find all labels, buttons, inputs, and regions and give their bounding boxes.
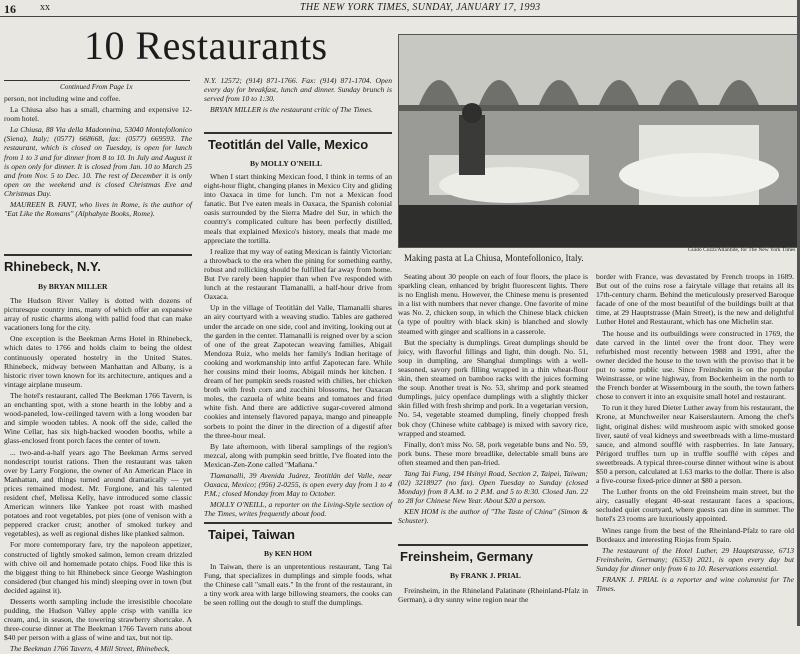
restaurant-info: N.Y. 12572; (914) 871-1766. Fax: (914) 871-1704. Open every day for breakfast, lunch and dinner. Sunday brunch is served from 10 to 1:30. [204, 76, 392, 104]
freinsheim-byline: By FRANK J. PRIAL [450, 571, 521, 580]
author-note: FRANK J. PRIAL is a reporter and wine columnist for The Times. [596, 575, 794, 594]
paragraph: The Luther fronts on the old Freinsheim main street, but the airy, casually elegant 40-seat restaurant faces a spacious, secluded quiet courtyard, where guests can dine in summer. The hotel's 23 rooms are luxuriously appointed. [596, 487, 794, 524]
paragraph: ... two-and-a-half years ago The Beekman Arms served nondescript tourist rations. Then the restaurant was taken over by Larry Forgione, the owner of An American Place in Manhattan, and things turned around dramatically — yet prices remained modest. Mr. Forgione, and his talented resident chef, Melissa Kelly, have introduced some classic American winners like Yankee pot roast with mashed potatoes and root vegetables, pot pies (one of venison with a peppered cracker crust; another of smoked turkey and vegetables), as well as regional dishes like planked salmon. [4, 447, 192, 539]
paragraph: Finally, don't miss No. 58, pork vegetable buns and No. 59, pork buns. These more breadlike, delectable small buns are often steamed and then pan-fried. [398, 439, 588, 467]
paragraph: I realize that my way of eating Mexican is faintly Victorian: a throwback to the era when the pining for something earthy, robust and rollicking should be fulfilled far away from home. But I've rarely been happier than when I've responded with lunch at the restaurant Tlamanalli, a half-hour drive from Oaxaca. [204, 246, 393, 302]
rhinebeck-continuation [204, 76, 392, 124]
section-rule [4, 254, 192, 256]
paragraph: border with France, was devastated by French troops in 1689. But out of the ruins rose a fairytale village that retains all its 17th-century charm. Behind the meticulously preserved Baroque facade of one of the most beautiful of the buildings built at that time, at 29 Hauptstrasse (Main Street), is the new and delightful Luther Hotel and Restaurant, which has one Michelin star. [596, 272, 794, 327]
page-number: 16 [4, 2, 16, 16]
masthead-dateline: THE NEW YORK TIMES, SUNDAY, JANUARY 17, 1993 [300, 2, 541, 13]
teotitlan-article [204, 172, 392, 518]
section-rule [398, 544, 588, 546]
paragraph: Desserts worth sampling include the irresistible chocolate pudding, the Hudson Valley apple crisp with vanilla ice cream, and, in season, the towering strawberry shortcake. A three-course dinner at The Beekman 1766 Tavern runs about $40 per person with a glass of wine and tax, but not tip. [4, 597, 192, 643]
paragraph: person, not including wine and coffee. [4, 94, 121, 103]
paragraph: The house and its outbuildings were constructed in 1769, the date carved in the lintel over the front door. They were refurbished most recently between 1988 and 1991, after the owner decided the house to the town with the proviso that it be put to some public use. Since Freinsheim is on the popular Weinstrasse, or wine highway, from Bockenheim in the north to the French border at Wissembourg in the south, the town fathers chose to convert it into an exquisite small hotel and restaurant. [596, 328, 794, 402]
column-rule [4, 80, 190, 81]
continued-note: Continued From Page 1x [60, 83, 133, 91]
teotitlan-title: Teotitlán del Valle, Mexico [208, 137, 369, 152]
restaurant-info: Tlamanalli, 39 Avenida Juárez, Teotitlán del Valle, near Oaxaca, Mexico; (956) 2-0255, is open every day from 1 to 4 P.M.; closed Monday from May to October. [204, 471, 392, 499]
rhinebeck-article [4, 296, 192, 654]
page-headline: 10 Restaurants [84, 23, 328, 68]
restaurant-info: The restaurant of the Hotel Luther, 29 Hauptstrasse, 6713 Freinsheim, Germany; (6353) 2021, is open every day but Sunday for dinner only from 6 to 10. Reservations essential. [596, 545, 794, 573]
paragraph: In Taiwan, there is an unpretentious restaurant, Tang Tai Fung, that specializes in dumplings and simple foods, what the Chinese call "small eats." In the front of the restaurant, in a tiny work area with large billowing steamers, the cooks can be seen rolling out the dough to stuff the dumplings. [204, 562, 392, 608]
rhinebeck-title: Rhinebeck, N.Y. [4, 259, 101, 274]
rhinebeck-byline: By BRYAN MILLER [38, 282, 108, 291]
author-note: MOLLY O'NEILL, a reporter on the Living-Style section of The Times, writes frequently about food. [204, 500, 392, 519]
photo-caption: Making pasta at La Chiusa, Montefollonico, Italy. [404, 253, 584, 263]
section-rule [204, 522, 392, 524]
freinsheim-article [398, 586, 588, 620]
taipei-byline: By KEN HOM [264, 549, 313, 558]
restaurant-info: The Beekman 1766 Tavern, 4 Mill Street, Rhinebeck, [10, 644, 170, 654]
taipei-article [204, 562, 392, 618]
paragraph: Wines range from the best of the Rheinland-Pfalz to rare old Bordeaux and interesting Riojas from Spain. [596, 525, 794, 544]
paragraph: Seating about 30 people on each of four floors, the place is sparkling clean, enhanced by bright fluorescent lights. There is no English menu. However, the Chinese menu is presented in a list with numbers that never change. One favorite of mine was No. 2, chicken soup, in which the Chinese black chicken (a type of poultry with black skin) is blanched and slowly steamed with ginger and scallions in a casserole. [398, 272, 588, 336]
taipei-continuation [398, 272, 588, 534]
author-note: BRYAN MILLER is the restaurant critic of The Times. [210, 105, 373, 115]
paragraph: The hotel's restaurant, called The Beekman 1766 Tavern, is an enchanting spot, with a stone hearth in the lobby and a wood-paneled, low-ceilinged tavern with a long wooden bar and simple wooden tables. A nook off the side, called the Wine Cellar, has six high-backed wooden booths, while a glass-enclosed front porch faces the center of town. [4, 390, 192, 446]
freinsheim-continuation [596, 272, 794, 618]
paragraph: One exception is the Beekman Arms Hotel in Rhinebeck, which dates to 1766 and holds claim to being the oldest continuously operated hostelry in the United States. Rhinebeck, midway between Manhattan and Albany, is a historic river town known for its architecture, antiques and a vintage airplane museum. [4, 334, 192, 389]
section-rule [204, 132, 392, 134]
restaurant-photo [398, 34, 798, 248]
paragraph: When I start thinking Mexican food, I think in terms of an eight-hour flight, changing planes in Mexico City and gliding into Oaxaca in time for lunch. I'm not a Mexican food fanatic. But I've eaten meals in Oaxaca, the Spanish colonial oasis surrounded by the Sierra Madre del Sur, in which the country's complicated culture has been perfectly distilled, meals that explained Mexico's history, meals that made me appreciate the tortilla. [204, 172, 392, 245]
paragraph: Freinsheim, in the Rhineland Palatinate (Rheinland-Pfalz in German), a dry sunny wine region near the [398, 586, 588, 605]
restaurant-info: La Chiusa, 88 Via della Madonnina, 53040 Montefollonico (Siena), Italy; (0577) 668668, fax: (0577) 669593. The restaurant, which is closed on Tuesday, is open for lunch from 1 to 3 and for dinner from 8 to 10. In July and August it is open only for dinner. It is closed from Jan. 10 to March 25 and from Nov. 5 to Dec. 10. The rest of December it is only open on the weekend and is closed Christmas Eve and Christmas Day. [4, 125, 192, 198]
restaurant-info: Tang Tai Fung, 194 Hsinyi Road, Section 2, Taipei, Taiwan; (02) 3218927 (no fax). Open Tuesday to Sunday (closed Monday) from 8 A.M. to 2 P.M. and 5 to 8:30. Closed Jan. 22 to 28 for Chinese New Year. About $20 a person. [398, 468, 588, 506]
page-section: xx [40, 2, 50, 13]
photo-illustration [399, 35, 797, 247]
paragraph: For more contemporary fare, try the napoleon appetizer, constructed of lightly smoked salmon, lemon cream drizzled with chive oil and homemade potato chips. Food like this is the biggest thing to hit Rhinebeck since George Washington considered (but changed his mind) sleeping over in town (but decided against it). [4, 540, 192, 595]
la-chiusa-continuation [4, 94, 192, 232]
author-note: MAUREEN B. FANT, who lives in Rome, is the author of "Eat Like the Romans" (Alphabyte Books, Rome). [4, 200, 192, 219]
paragraph: La Chiusa also has a small, charming and expensive 12-room hotel. [4, 105, 192, 124]
header-rule [0, 16, 800, 17]
paragraph: The Hudson River Valley is dotted with dozens of picturesque country inns, many of which offer an expansive array of rustic charms along with pallid food that can make vacationers long for the city. [4, 296, 192, 333]
teotitlan-byline: By MOLLY O'NEILL [250, 159, 323, 168]
paragraph: But the specialty is dumplings. Great dumplings should be juicy, with flavorful fillings and light, thin dough. No. 51, soup in dumpling, are Shanghai dumplings with a well-seasoned, savory pork filling wrapped in a thin wheat-flour skin, then steamed on bamboo racks with the juices forming the soup. Another treat is No. 53, shrimp and pork steamed dumplings, juicy openface dumplings with a slightly thicker skin filled with fresh shrimp and pork. In a vegetarian version, No. 54, vegetable steamed dumpling, finely chopped fresh bok choy (Chinese white cabbage) is mixed with savory rice, wrapped and steamed. [398, 337, 588, 438]
taipei-title: Taipei, Taiwan [208, 527, 295, 542]
freinsheim-title: Freinsheim, Germany [400, 549, 533, 564]
paragraph: Up in the village of Teotitlán del Valle, Tlamanalli shares an airy courtyard with a weaving studio. Tables are gathered under the arcade on one side, cool and inviting, looking out at the garden in the center. Tlamanalli is reigned over by a scion of one of the great Zapotecan weaving families, Abigail Mendoza Ruiz, who melds her family's Indian heritage of cooking and workmanship into artful Zapotecan fare. While her cousins mind their looms, Abigail minds her kitchen. I dream of her pumpkin seeds roasted with chilies, her chicken broth with fresh corn and zucchini blossoms, her Oaxacan moles, the cazuela of white beans and tomatoes and fried white fish. And there are addictive sugar-covered almond cookies and intensely flavored papaya, mango and pineapple sorbets to point the diner in the direction of a digestif after the three-hour meal. [204, 303, 392, 440]
author-note: KEN HOM is the author of "The Taste of China" (Simon & Schuster). [398, 507, 588, 526]
paragraph: To run it they lured Dieter Luther away from his restaurant, the Krone, at Munchweiler near Kaiserslautern. Among the chef's light, original dishes: wild mushroom aspic with smoked goose liver, sauté of veal kidneys and sweetbreads with a lime-mustard sauce, and almond soufflé with raspberries. In late January, Périgord truffles turn up in truffle soufflé with cèpes and sweetbreads. A typical three-course dinner without wine is about $50 a person, calculated at 1.63 marks to the dollar. There is also a five-course fixed-price dinner at $80 a person. [596, 403, 794, 486]
photo-credit: Guido Cozzi/Atlantide, for The New York Times [688, 247, 796, 253]
paragraph: By late afternoon, with liberal samplings of the region's mezcal, along with pumpkin seed brittle, I've floated into the Mexican-Zen-Zone called "Mañana." [204, 441, 392, 469]
